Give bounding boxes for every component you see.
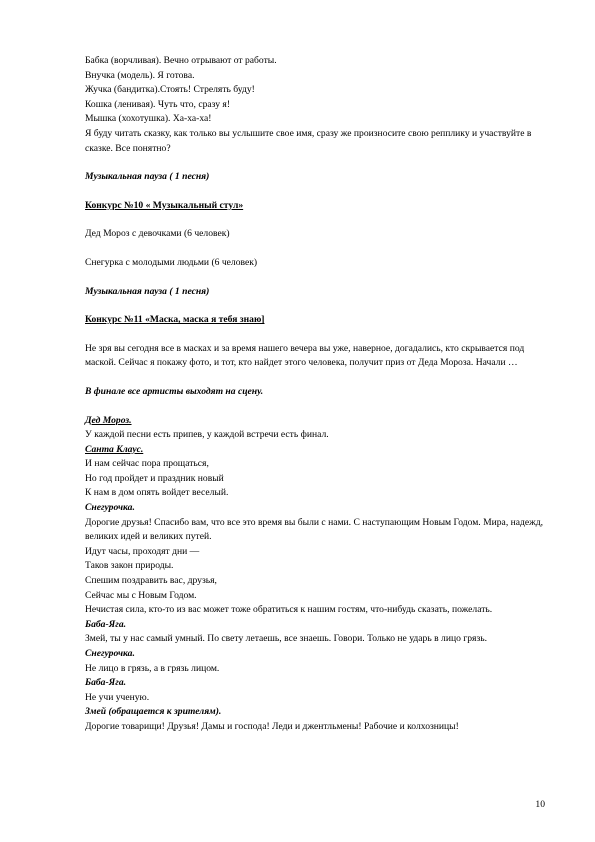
speech-line: К нам в дом опять войдет веселый.	[85, 487, 229, 499]
spacer	[85, 242, 555, 256]
speaker-snegurochka: Снегурочка.	[85, 648, 135, 659]
spacer	[85, 185, 555, 199]
cast-line-vnuchka: Внучка (модель). Я готова.	[85, 69, 195, 81]
speech-line: Спешим поздравить вас, друзья,	[85, 575, 217, 587]
speech-paragraph: Нечистая сила, кто-то из вас может тоже обратиться к нашим гостям, что-нибудь сказать, пожелать.	[85, 604, 493, 616]
speech-line: Но год пройдет и праздник новый	[85, 472, 224, 484]
music-pause-note: Музыкальная пауза ( 1 песня)	[85, 285, 210, 297]
spacer	[85, 156, 555, 170]
spacer	[85, 213, 555, 227]
contest-10-heading: Конкурс №10 « Музыкальный стул»	[85, 199, 244, 211]
mask-contest-paragraph: Не зря вы сегодня все в масках и за время нашего вечера вы уже, наверное, догадались, кто скрывается под маской. Сейчас я покажу фото, и тот, кто найдет этого человека, получит приз от Деда Мороза. Начали …	[85, 342, 525, 369]
speech-line: У каждой песни есть припев, у каждой встречи есть финал.	[85, 429, 329, 441]
cast-line-zhuchka: Жучка (бандитка).Стоять! Стрелять буду!	[85, 84, 255, 96]
speech-line: Не учи ученую.	[85, 691, 150, 703]
spacer	[85, 371, 555, 385]
speech-line: Таков закон природы.	[85, 560, 174, 572]
page-number: 10	[535, 799, 545, 810]
speaker-zmey: Змей (обращается к зрителям).	[85, 706, 222, 718]
speech-line: И нам сейчас пора прощаться,	[85, 458, 209, 470]
team-snegurka: Снегурка с молодыми людьми (6 человек)	[85, 256, 258, 268]
cast-line-koshka: Кошка (ленивая). Чуть что, сразу я!	[85, 98, 231, 110]
speaker-baba-yaga: Баба-Яга.	[85, 677, 127, 689]
cast-line-myshka: Мышка (хохотушка). Ха-ха-ха!	[85, 113, 212, 125]
speaker-ded-moroz: Дед Мороз.	[85, 414, 132, 426]
music-pause-note: Музыкальная пауза ( 1 песня)	[85, 171, 210, 183]
spacer	[85, 400, 555, 414]
spacer	[85, 299, 555, 313]
speech-line: Дорогие товарищи! Друзья! Дамы и господа! Леди и джентльмены! Рабочие и колхозницы!	[85, 720, 459, 732]
speech-paragraph: Дорогие друзья! Спасибо вам, что все это время вы были с нами. С наступающим Новым Годом. Мира, надежд, великих идей и великих путей.	[85, 516, 544, 543]
cast-line-babka: Бабка (ворчливая). Вечно отрывают от работы.	[85, 55, 277, 66]
instructions-paragraph: Я буду читать сказку, как только вы услышите свое имя, сразу же произносите свою репплику и участвуйте в сказке. Все понятно?	[85, 127, 532, 154]
speech-line: Не лицо в грязь, а в грязь лицом.	[85, 662, 220, 674]
spacer	[85, 328, 555, 342]
speech-line: Сейчас мы с Новым Годом.	[85, 589, 197, 601]
contest-11-heading: Конкурс №11 «Маска, маска я тебя знаю]	[85, 314, 265, 326]
team-ded-moroz: Дед Мороз с девочками (6 человек)	[85, 228, 230, 240]
spacer	[85, 271, 555, 285]
finale-stage-direction: В финале все артисты выходят на сцену.	[85, 385, 264, 397]
speech-paragraph: Змей, ты у нас самый умный. По свету летаешь, все знаешь. Говори. Только не ударь в лицо грязь.	[85, 633, 488, 645]
speaker-santa-claus: Санта Клаус.	[85, 443, 144, 455]
page-content	[85, 54, 555, 735]
speaker-baba-yaga: Баба-Яга.	[85, 618, 127, 630]
speech-line: Идут часы, проходят дни —	[85, 545, 200, 557]
speaker-snegurochka: Снегурочка.	[85, 502, 135, 514]
